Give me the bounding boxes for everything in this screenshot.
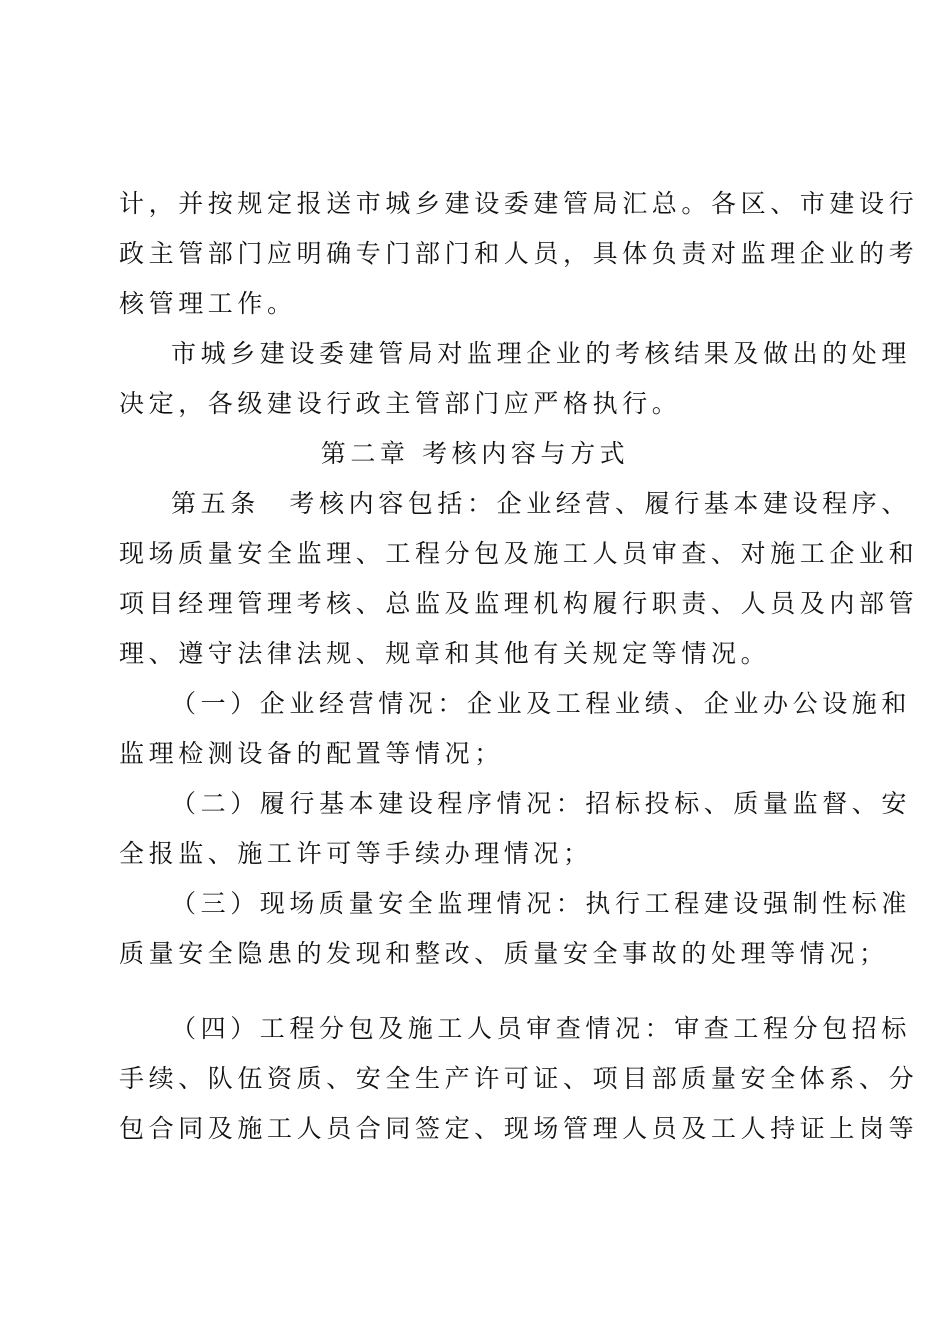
list-item-line: （四）工程分包及施工人员审查情况：审查工程分包招标 bbox=[171, 1014, 912, 1043]
paragraph-line: 理、遵守法律法规、规章和其他有关规定等情况。 bbox=[119, 639, 771, 668]
paragraph-line: 质量安全隐患的发现和整改、质量安全事故的处理等情况； bbox=[119, 939, 889, 968]
paragraph-line: 决定，各级建设行政主管部门应严格执行。 bbox=[119, 389, 682, 418]
paragraph-line: 全报监、施工许可等手续办理情况； bbox=[119, 839, 593, 868]
paragraph-line: 核管理工作。 bbox=[119, 289, 297, 318]
article-line: 第五条 考核内容包括：企业经营、履行基本建设程序、 bbox=[171, 489, 912, 518]
paragraph-line: 包合同及施工人员合同签定、现场管理人员及工人持证上岗等 bbox=[119, 1114, 919, 1143]
chapter-heading: 第二章 考核内容与方式 bbox=[320, 439, 630, 468]
paragraph-line: 计，并按规定报送市城乡建设委建管局汇总。各区、市建设行 bbox=[119, 189, 919, 218]
list-item-line: （三）现场质量安全监理情况：执行工程建设强制性标准 bbox=[171, 889, 912, 918]
paragraph-line: 监理检测设备的配置等情况； bbox=[119, 739, 504, 768]
list-item-line: （一）企业经营情况：企业及工程业绩、企业办公设施和 bbox=[171, 689, 912, 718]
paragraph-line: 市城乡建设委建管局对监理企业的考核结果及做出的处理 bbox=[171, 339, 912, 368]
paragraph-line: 项目经理管理考核、总监及监理机构履行职责、人员及内部管 bbox=[119, 589, 919, 618]
paragraph-line: 现场质量安全监理、工程分包及施工人员审查、对施工企业和 bbox=[119, 539, 919, 568]
paragraph-line: 手续、队伍资质、安全生产许可证、项目部质量安全体系、分 bbox=[119, 1064, 919, 1093]
paragraph-line: 政主管部门应明确专门部门和人员，具体负责对监理企业的考 bbox=[119, 239, 919, 268]
list-item-line: （二）履行基本建设程序情况：招标投标、质量监督、安 bbox=[171, 789, 912, 818]
